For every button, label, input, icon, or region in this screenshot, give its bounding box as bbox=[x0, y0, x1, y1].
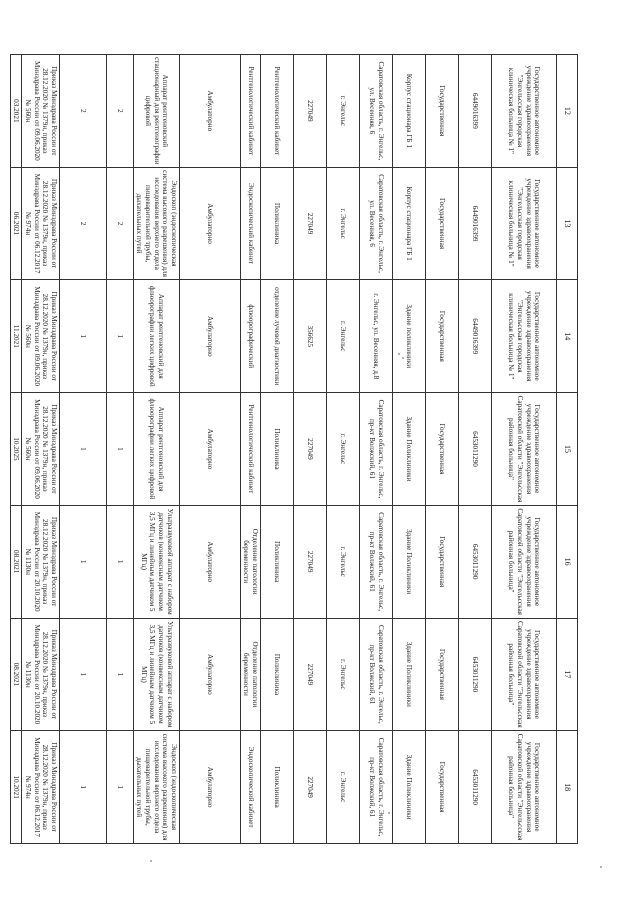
table-row-city bbox=[327, 55, 360, 844]
table-row-date bbox=[10, 55, 22, 844]
table-row-organization bbox=[492, 55, 557, 844]
cell-ownership: Государственная bbox=[426, 280, 459, 393]
table-row-building bbox=[393, 55, 426, 844]
cell-unit: Рентгенологический кабинет bbox=[240, 55, 260, 168]
cell-unit: Отделение патологии беременности bbox=[240, 618, 260, 731]
cell-ownership: Государственная bbox=[426, 731, 459, 844]
cell-inn: 6449016399 bbox=[459, 167, 492, 280]
cell-quantity-b: 1 bbox=[59, 731, 106, 844]
cell-ownership: Государственная bbox=[426, 393, 459, 506]
cell-quantity-a: 1 bbox=[106, 393, 133, 506]
scan-speck bbox=[398, 353, 400, 355]
cell-organization: Государственное автономное учреждение здравоохранения Саратовской области "Энгельсская районная больница" bbox=[492, 731, 557, 844]
cell-equipment: Аппарат рентгеновский для флюорографии легких цифровой bbox=[133, 280, 179, 393]
column-header: 18 bbox=[557, 731, 578, 844]
cell-building: Здание Поликлиники bbox=[393, 505, 426, 618]
cell-legal-basis: Приказ Минздрава России от 28.12.2020 № 1379н, приказ Минздрава России от 09.06.2020 № 560н bbox=[22, 280, 59, 393]
cell-quantity-b: 1 bbox=[59, 618, 106, 731]
scan-speck bbox=[402, 357, 404, 359]
cell-department: отделение лучевой диагностики bbox=[261, 280, 294, 393]
cell-inn: 6449016399 bbox=[459, 280, 492, 393]
cell-oktmo: 227049 bbox=[294, 618, 327, 731]
cell-address: Саратовская область, г. Энгельс, пр-кт Волжский, 61 bbox=[360, 731, 393, 844]
cell-department: Рентгенологический кабинет bbox=[261, 55, 294, 168]
cell-legal-basis: Приказ Минздрава России от 28.12.2020 № 1379н, приказ Минздрава России от 06.12.2017 № 974н bbox=[22, 167, 59, 280]
cell-address: Саратовская область, г. Энгельс, ул. Весенняя, 6 bbox=[360, 55, 393, 168]
cell-department: Поликлиника bbox=[261, 505, 294, 618]
cell-department: Поликлиника bbox=[261, 167, 294, 280]
cell-care-form: Амбулаторно bbox=[179, 55, 240, 168]
cell-city: г. Энгельс bbox=[327, 618, 360, 731]
cell-quantity-a: 1 bbox=[106, 731, 133, 844]
cell-organization: Государственное автономное учреждение здравоохранения Саратовской области "Энгельсская районная больница" bbox=[492, 393, 557, 506]
cell-date: 03.2021 bbox=[10, 55, 22, 168]
cell-building: Здание Поликлиники bbox=[393, 393, 426, 506]
cell-care-form: Амбулаторно bbox=[179, 618, 240, 731]
cell-care-form: Амбулаторно bbox=[179, 393, 240, 506]
cell-city: г. Энгельс bbox=[327, 731, 360, 844]
cell-department: Поликлиника bbox=[261, 731, 294, 844]
cell-address: Саратовская область, г. Энгельс, пр-кт Волжский, 61 bbox=[360, 393, 393, 506]
cell-inn: 6453011290 bbox=[459, 505, 492, 618]
cell-quantity-a: 2 bbox=[106, 167, 133, 280]
cell-city: г. Энгельс bbox=[327, 505, 360, 618]
cell-ownership: Государственная bbox=[426, 55, 459, 168]
rotated-table-wrapper bbox=[12, 54, 578, 844]
table-row-unit bbox=[240, 55, 260, 844]
cell-ownership: Государственная bbox=[426, 618, 459, 731]
table-row-equipment bbox=[133, 55, 179, 844]
cell-city: г. Энгельс bbox=[327, 167, 360, 280]
cell-quantity-a: 1 bbox=[106, 618, 133, 731]
cell-equipment: Ультразвуковой аппарат с набором датчиков (конвексным датчиком 3,5 МГц и линейным датчиком 5 МГц) bbox=[133, 505, 179, 618]
cell-legal-basis: Приказ Минздрава России от 28.12.2020 № 1379н, приказ Минздрава России от 20.10.2020 № 1130н bbox=[22, 618, 59, 731]
column-header: 17 bbox=[557, 618, 578, 731]
cell-legal-basis: Приказ Минздрава России от 28.12.2020 № 1379н, приказ Минздрава России от 20.10.2020 № 1130н bbox=[22, 505, 59, 618]
cell-building: Здание поликлиники bbox=[393, 280, 426, 393]
cell-legal-basis: Приказ Минздрава России от 28.12.2020 № 1379н, приказ Минздрава России от 06.12.2017 № 974н bbox=[22, 731, 59, 844]
column-header: 14 bbox=[557, 280, 578, 393]
equipment-table bbox=[10, 54, 578, 844]
cell-date: 08.2021 bbox=[10, 505, 22, 618]
cell-city: г. Энгельс bbox=[327, 55, 360, 168]
cell-legal-basis: Приказ Минздрава России от 28.12.2020 № 1379н, приказ Минздрава России от 09.06.2020 № 560н bbox=[22, 55, 59, 168]
cell-equipment: Эндоскоп (эндоскопическая система высокого разрешения) для исследования верхнего отдела пищеварительной трубы, дыхательных путей bbox=[133, 167, 179, 280]
cell-quantity-b: 2 bbox=[59, 167, 106, 280]
cell-building: Здание Поликлиники bbox=[393, 731, 426, 844]
cell-quantity-b: 1 bbox=[59, 505, 106, 618]
cell-care-form: Амбулаторно bbox=[179, 505, 240, 618]
cell-oktmo: 227049 bbox=[294, 55, 327, 168]
cell-organization: Государственное автономное учреждение здравоохранения "Энгельсская городская клиническая больница № 1" bbox=[492, 55, 557, 168]
table-row-department bbox=[261, 55, 294, 844]
table-row-inn bbox=[459, 55, 492, 844]
table-row-care-form bbox=[179, 55, 240, 844]
cell-oktmo: 227049 bbox=[294, 731, 327, 844]
cell-equipment: Ультразвуковой аппарат с набором датчиков (конвексным датчиком 3,5 МГц и линейным датчиком 5 МГц) bbox=[133, 618, 179, 731]
cell-equipment: Аппарат рентгеновский стационарный для рентгенографии цифровой bbox=[133, 55, 179, 168]
cell-quantity-a: 2 bbox=[106, 55, 133, 168]
cell-ownership: Государственная bbox=[426, 505, 459, 618]
cell-date: 10.2025 bbox=[10, 393, 22, 506]
column-header: 15 bbox=[557, 393, 578, 506]
cell-quantity-a: 1 bbox=[106, 280, 133, 393]
column-header: 13 bbox=[557, 167, 578, 280]
cell-building: Здание Поликлиники bbox=[393, 618, 426, 731]
column-header: 16 bbox=[557, 505, 578, 618]
cell-department: Поликлиника bbox=[261, 393, 294, 506]
cell-unit: Эндоскопический кабинет bbox=[240, 731, 260, 844]
table-row-quantity-b bbox=[59, 55, 106, 844]
cell-city: г. Энгельс bbox=[327, 393, 360, 506]
column-header: 12 bbox=[557, 55, 578, 168]
cell-unit: Рентгенологический кабинет bbox=[240, 393, 260, 506]
cell-legal-basis: Приказ Минздрава России от 28.12.2020 № 1379н, приказ Минздрава России от 09.06.2020 № 560н bbox=[22, 393, 59, 506]
cell-equipment: Аппарат рентгеновский для флюорографии легких цифровой bbox=[133, 393, 179, 506]
cell-quantity-b: 1 bbox=[59, 280, 106, 393]
cell-organization: Государственное автономное учреждение здравоохранения Саратовской области "Энгельсская районная больница" bbox=[492, 505, 557, 618]
cell-care-form: Амбулаторно bbox=[179, 731, 240, 844]
table-row-ownership bbox=[426, 55, 459, 844]
cell-quantity-a: 1 bbox=[106, 505, 133, 618]
cell-address: Саратовская область, г. Энгельс, ул. Весенняя, 6 bbox=[360, 167, 393, 280]
cell-equipment: Эндоскоп (эндоскопическая система высокого разрешения) для исследования верхнего отдела пищеварительной трубы, дыхательных путей bbox=[133, 731, 179, 844]
cell-department: Поликлиника bbox=[261, 618, 294, 731]
cell-organization: Государственное автономное учреждение здравоохранения "Энгельсская городская клиническая больница № 1" bbox=[492, 167, 557, 280]
cell-date: 08.2021 bbox=[10, 618, 22, 731]
cell-care-form: Амбулаторно bbox=[179, 280, 240, 393]
cell-date: 06.2021 bbox=[10, 167, 22, 280]
cell-address: Саратовская область, г. Энгельс, пр-кт Волжский, 61 bbox=[360, 505, 393, 618]
cell-care-form: Амбулаторно bbox=[179, 167, 240, 280]
cell-date: 11.2021 bbox=[10, 280, 22, 393]
cell-inn: 6453011290 bbox=[459, 731, 492, 844]
cell-organization: Государственное автономное учреждение здравоохранения "Энгельсская городская клиническая больница № 1" bbox=[492, 280, 557, 393]
cell-oktmo: 227049 bbox=[294, 167, 327, 280]
cell-oktmo: 356625 bbox=[294, 280, 327, 393]
cell-unit: флюорографический bbox=[240, 280, 260, 393]
cell-date: 10.2021 bbox=[10, 731, 22, 844]
table-row-address bbox=[360, 55, 393, 844]
scan-speck bbox=[150, 860, 152, 862]
cell-inn: 6453011290 bbox=[459, 393, 492, 506]
table-row-quantity-a bbox=[106, 55, 133, 844]
table-row-legal-basis bbox=[22, 55, 59, 844]
cell-city: г. Энгельс bbox=[327, 280, 360, 393]
cell-ownership: Государственная bbox=[426, 167, 459, 280]
cell-building: Корпус стационара ГБ 1 bbox=[393, 55, 426, 168]
cell-unit: Эндоскопический кабинет bbox=[240, 167, 260, 280]
cell-inn: 6453011290 bbox=[459, 618, 492, 731]
cell-quantity-b: 1 bbox=[59, 393, 106, 506]
cell-oktmo: 227049 bbox=[294, 505, 327, 618]
scan-speck bbox=[388, 812, 390, 814]
cell-quantity-b: 2 bbox=[59, 55, 106, 168]
header-row bbox=[557, 55, 578, 844]
cell-address: г. Энгельс, ул. Весенняя, д.8 bbox=[360, 280, 393, 393]
table-row-oktmo bbox=[294, 55, 327, 844]
cell-building: Корпус стационара ГБ 1 bbox=[393, 167, 426, 280]
cell-oktmo: 227049 bbox=[294, 393, 327, 506]
scan-speck bbox=[600, 866, 602, 868]
cell-inn: 6449016399 bbox=[459, 55, 492, 168]
cell-address: Саратовская область, г. Энгельс, пр-кт Волжский, 61 bbox=[360, 618, 393, 731]
cell-organization: Государственное автономное учреждение здравоохранения Саратовской области "Энгельсская районная больница" bbox=[492, 618, 557, 731]
cell-unit: Отделение патологии беременности bbox=[240, 505, 260, 618]
